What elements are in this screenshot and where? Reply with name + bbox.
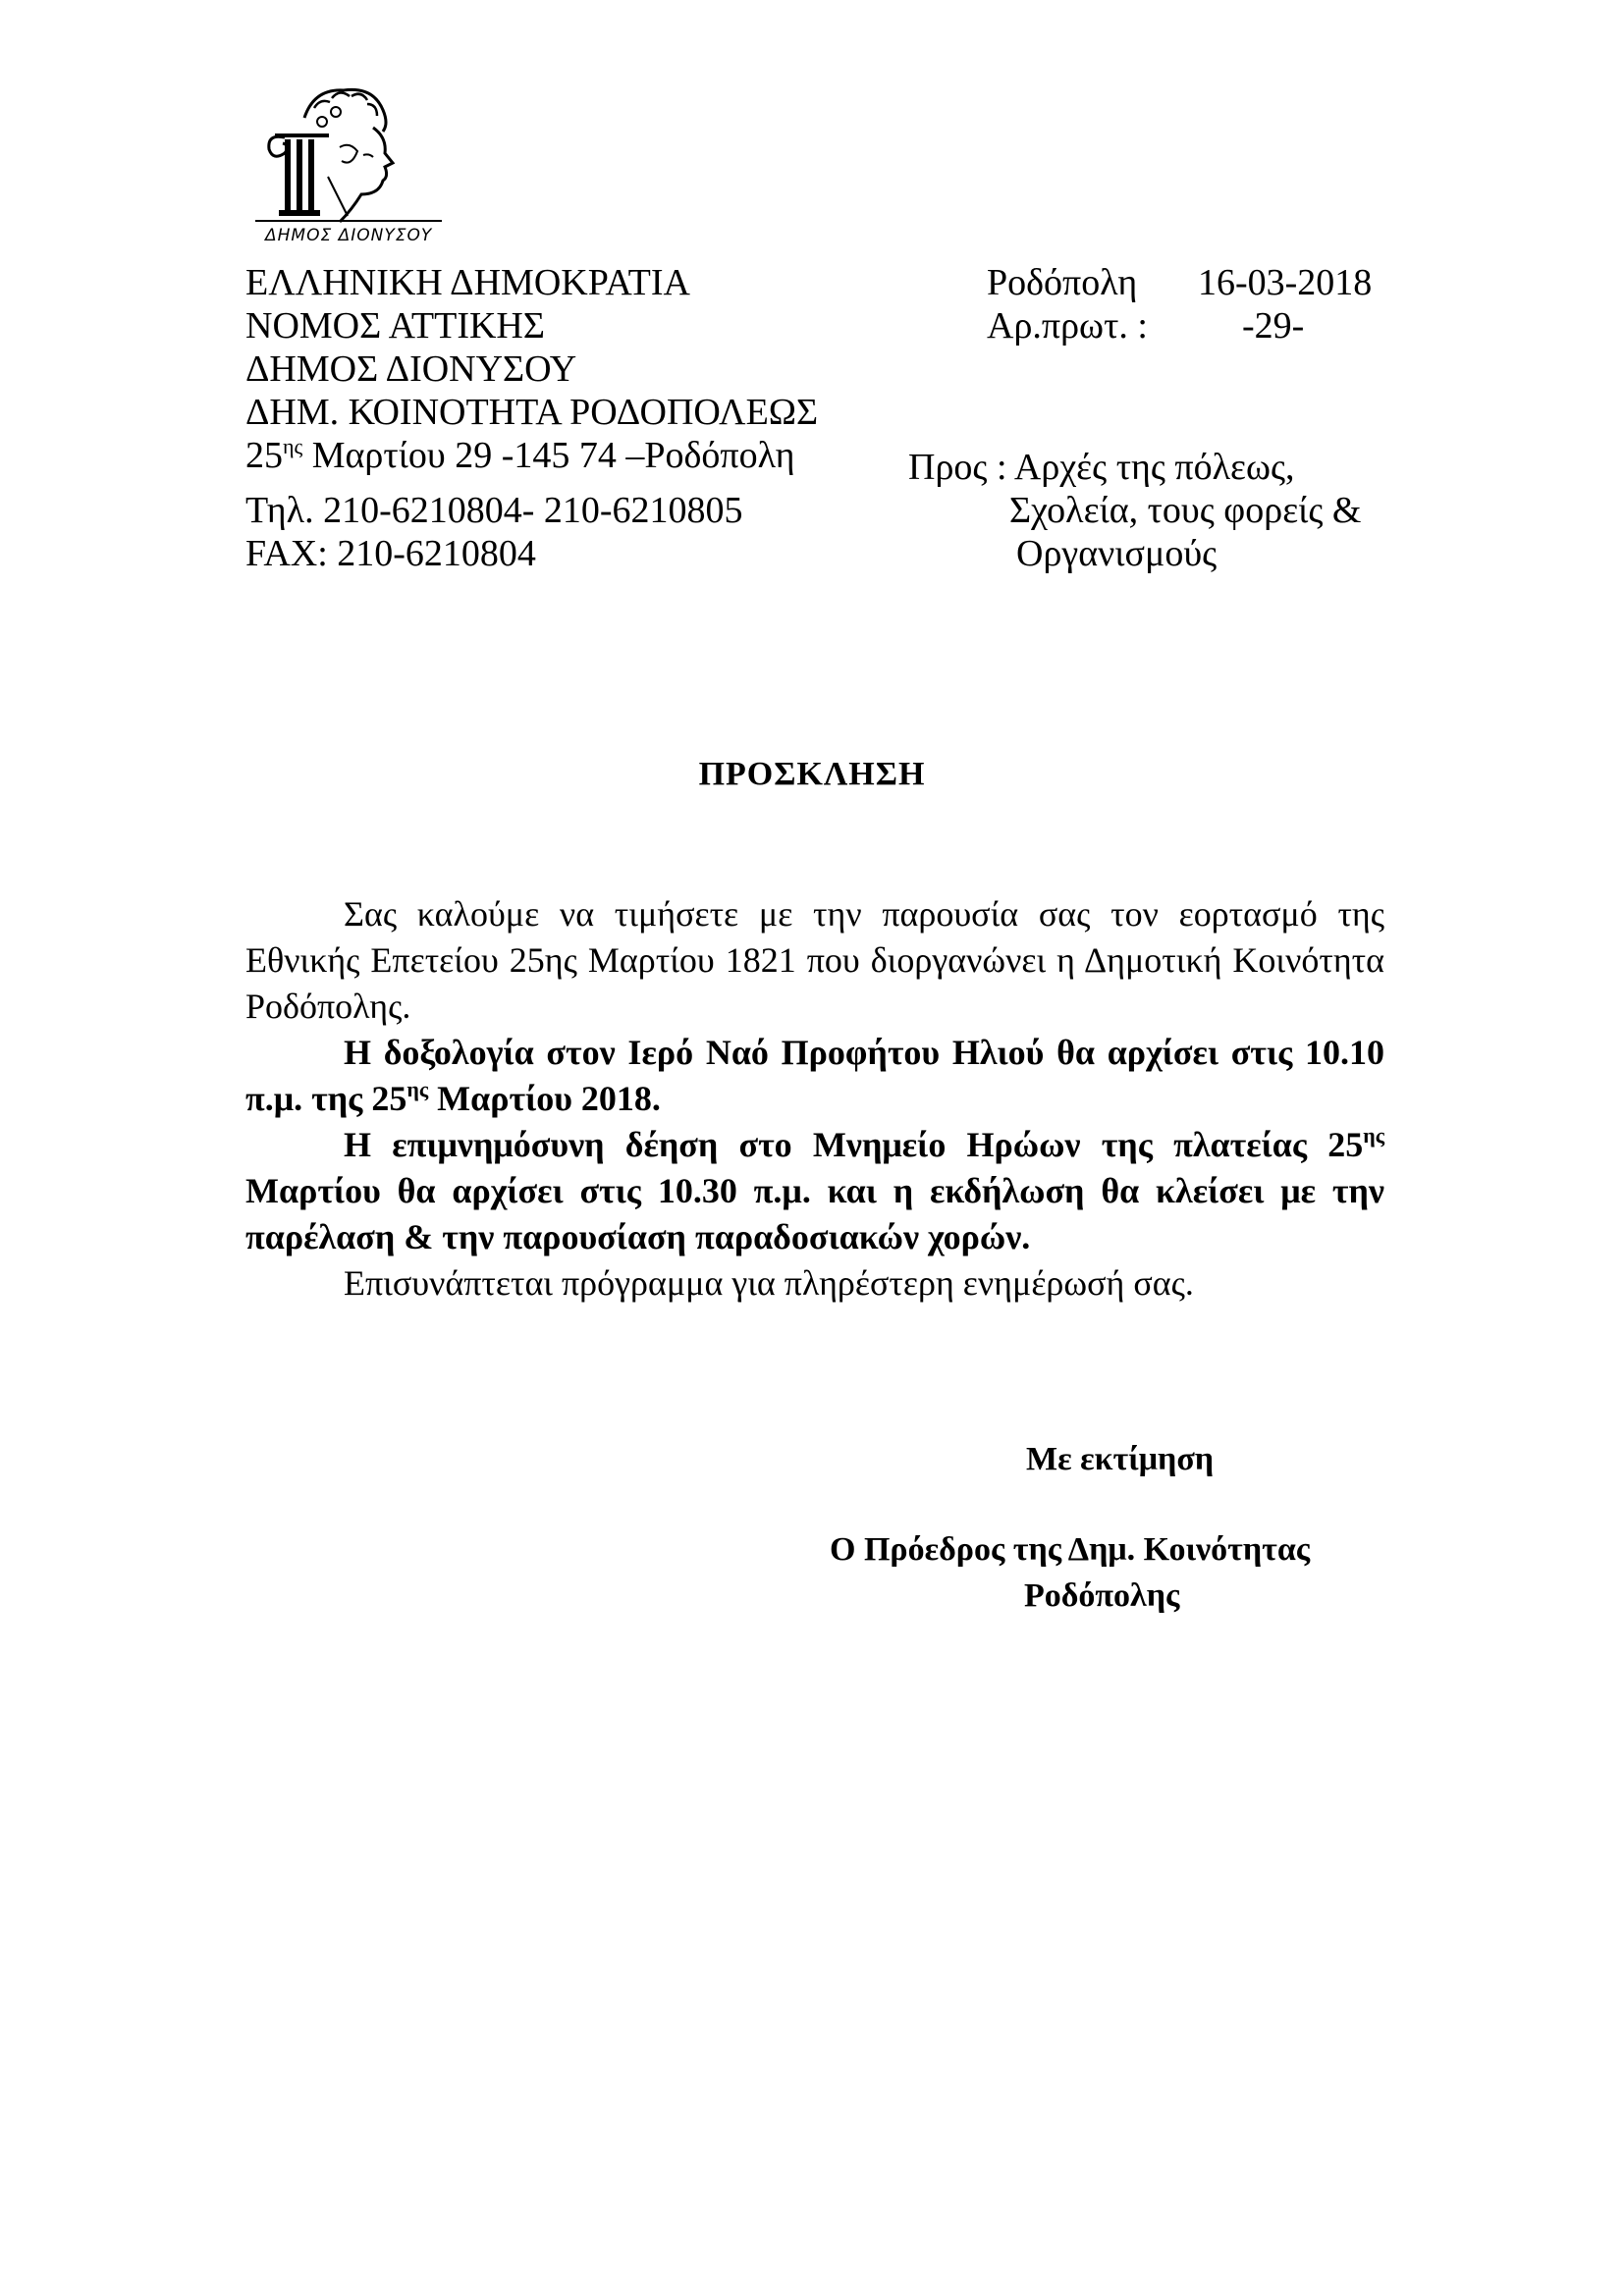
doxology-text-a: Η δοξολογία στον Ιερό Ναό Προφήτου Ηλιού θα αρχίσει στις 10.10 π.μ. της 25 xyxy=(245,1033,1384,1118)
paragraph-memorial xyxy=(245,1122,1384,1260)
document-title: ΠΡΟΣΚΛΗΣΗ xyxy=(698,756,926,792)
closing-text: Με εκτίμηση xyxy=(1026,1441,1215,1477)
header-address xyxy=(245,434,795,477)
municipality-logo xyxy=(245,79,452,250)
signatory-place: Ροδόπολης xyxy=(1024,1577,1180,1614)
protocol-label: Αρ.πρωτ. : xyxy=(987,305,1148,347)
signatory-role: Ο Πρόεδρος της Δημ. Κοινότητας xyxy=(830,1531,1311,1568)
recipient-line-2: Σχολεία, τους φορείς & xyxy=(1009,490,1362,531)
memorial-text-b: Μαρτίου θα αρχίσει στις 10.30 π.μ. και η εκδήλωση θα κλείσει με την παρέλαση & την παρουσίαση παραδοσιακών χορών. xyxy=(245,1171,1384,1256)
recipient-line-1: Προς : Αρχές της πόλεως, xyxy=(908,447,1295,488)
paragraph-attachment: Επισυνάπτεται πρόγραμμα για πληρέστερη ενημέρωσή σας. xyxy=(344,1263,1194,1303)
header-phone: Τηλ. 210-6210804- 210-6210805 xyxy=(245,490,743,531)
logo-caption: ΔΗΜΟΣ ΔΙΟΝΥΣΟΥ xyxy=(265,226,433,245)
address-number: 25 xyxy=(245,435,283,476)
address-rest: Μαρτίου 29 -145 74 –Ροδόπολη xyxy=(302,435,795,476)
doxology-suffix: ης xyxy=(406,1077,429,1101)
recipient-line-3: Οργανισμούς xyxy=(1016,533,1218,574)
protocol-number: -29- xyxy=(1242,305,1305,347)
doxology-text-b: Μαρτίου 2018. xyxy=(428,1079,661,1118)
paragraph-invitation: Σας καλούμε να τιμήσετε με την παρουσία σας τον εορτασμό της Εθνικής Επετείου 25ης Μαρτίου 1821 που διοργανώνει η Δημοτική Κοινότητα Ροδόπολης. xyxy=(245,894,1384,1026)
header-line-community: ΔΗΜ. ΚΟΙΝΟΤΗΤΑ ΡΟΔΟΠΟΛΕΩΣ xyxy=(245,392,819,433)
paragraph-doxology xyxy=(245,1030,1384,1122)
header-line-prefecture: ΝΟΜΟΣ ΑΤΤΙΚΗΣ xyxy=(245,305,545,347)
address-suffix: ης xyxy=(283,434,303,458)
header-place: Ροδόπολη xyxy=(987,262,1138,303)
header-fax: FAX: 210-6210804 xyxy=(245,533,536,574)
letter-body xyxy=(245,891,1384,1307)
dionysus-logo-icon xyxy=(245,79,452,250)
memorial-text-a: Η επιμνημόσυνη δέηση στο Μνημείο Ηρώων της πλατείας 25 xyxy=(344,1125,1364,1164)
header-date: 16-03-2018 xyxy=(1198,262,1373,303)
header-line-country: ΕΛΛΗΝΙΚΗ ΔΗΜΟΚΡΑΤΙΑ xyxy=(245,262,690,303)
memorial-suffix: ης xyxy=(1363,1123,1384,1148)
header-line-municipality: ΔΗΜΟΣ ΔΙΟΝΥΣΟΥ xyxy=(245,348,577,390)
